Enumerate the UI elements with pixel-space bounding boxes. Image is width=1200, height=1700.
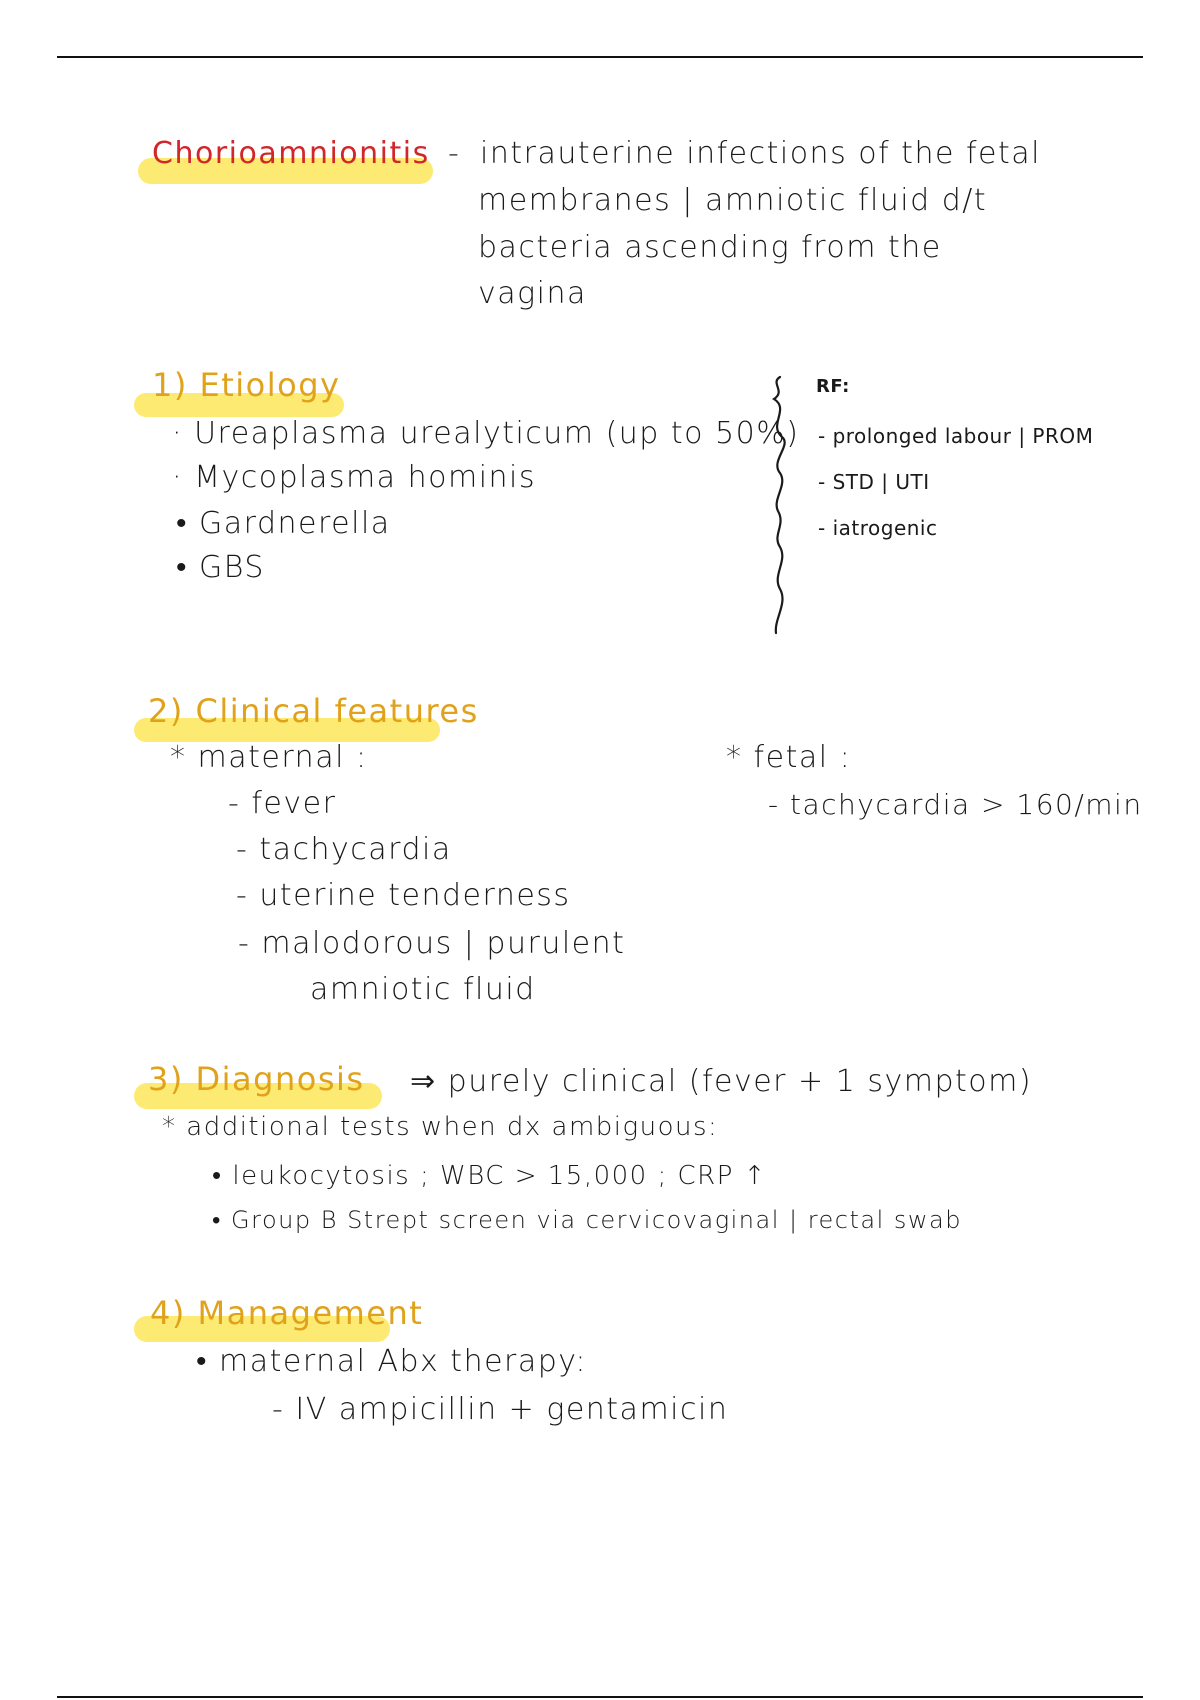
top-rule — [57, 56, 1143, 58]
clinical-heading: 2) Clinical features — [148, 692, 479, 730]
maternal-label: * maternal : — [170, 740, 368, 775]
maternal-item: - fever — [228, 786, 337, 821]
maternal-item: - tachycardia — [236, 832, 452, 867]
maternal-item: - malodorous | purulent — [238, 926, 626, 961]
maternal-item-continued: amniotic fluid — [310, 972, 536, 1007]
risk-factor-item: - iatrogenic — [818, 516, 938, 540]
etiology-item: • Gardnerella — [176, 506, 391, 541]
etiology-item-text: GBS — [199, 550, 265, 585]
diagnosis-test: • leukocytosis ; WBC > 15,000 ; CRP ↑ — [212, 1161, 767, 1191]
diagnosis-test-text: Group B Strept screen via cervicovaginal | rectal swab — [231, 1206, 962, 1234]
etiology-item: • GBS — [176, 550, 265, 585]
fetal-label-text: fetal : — [753, 740, 852, 775]
bottom-rule — [57, 1696, 1143, 1698]
fetal-label: * fetal : — [726, 740, 852, 775]
management-sub-item: - IV ampicillin + gentamicin — [272, 1392, 729, 1427]
maternal-label-text: maternal : — [197, 740, 368, 775]
risk-factor-label: RF: — [816, 376, 850, 397]
etiology-item: · Ureaplasma urealyticum (up to 50%) — [172, 416, 800, 451]
diagnosis-heading: 3) Diagnosis — [148, 1060, 365, 1098]
maternal-item-text: uterine tenderness — [259, 878, 571, 913]
etiology-item-text: Ureaplasma urealyticum (up to 50%) — [194, 416, 800, 451]
definition-line-1: intrauterine infections of the fetal — [480, 136, 1041, 171]
maternal-item-text: fever — [251, 786, 337, 821]
fetal-item-text: tachycardia > 160/min — [790, 788, 1143, 821]
additional-tests-label: * additional tests when dx ambiguous: — [162, 1112, 719, 1142]
diagnosis-test-text: leukocytosis ; WBC > 15,000 ; CRP ↑ — [232, 1161, 767, 1191]
maternal-item: - uterine tenderness — [236, 878, 571, 913]
etiology-item-text: Mycoplasma hominis — [194, 460, 537, 495]
maternal-item-text: malodorous | purulent — [261, 926, 626, 961]
risk-factor-item: - prolonged labour | PROM — [818, 424, 1094, 448]
definition-line-2: membranes | amniotic fluid d/t — [478, 183, 988, 218]
management-heading: 4) Management — [150, 1294, 424, 1332]
maternal-item-text: tachycardia — [259, 832, 452, 867]
definition-line-4: vagina — [478, 276, 587, 311]
risk-factor-text: STD | UTI — [832, 470, 930, 494]
diagnosis-test: • Group B Strept screen via cervicovaginal | rectal swab — [212, 1206, 962, 1234]
definition-line-3: bacteria ascending from the — [478, 230, 942, 265]
management-item: • maternal Abx therapy: — [196, 1344, 587, 1379]
page-title: Chorioamnionitis — [152, 136, 430, 171]
risk-factor-item: - STD | UTI — [818, 470, 930, 494]
risk-factor-text: iatrogenic — [832, 516, 938, 540]
management-item-text: maternal Abx therapy: — [219, 1344, 587, 1379]
curly-brace-icon — [762, 375, 796, 635]
etiology-item: · Mycoplasma hominis — [172, 460, 537, 495]
fetal-item: - tachycardia > 160/min — [768, 788, 1143, 821]
diagnosis-summary: ⇒ purely clinical (fever + 1 symptom) — [410, 1064, 1033, 1099]
risk-factor-text: prolonged labour | PROM — [832, 424, 1094, 448]
title-dash: - — [448, 136, 461, 171]
etiology-heading: 1) Etiology — [152, 366, 341, 404]
additional-tests-label-text: additional tests when dx ambiguous: — [186, 1112, 719, 1142]
etiology-item-text: Gardnerella — [199, 506, 391, 541]
management-sub-item-text: IV ampicillin + gentamicin — [295, 1392, 729, 1427]
